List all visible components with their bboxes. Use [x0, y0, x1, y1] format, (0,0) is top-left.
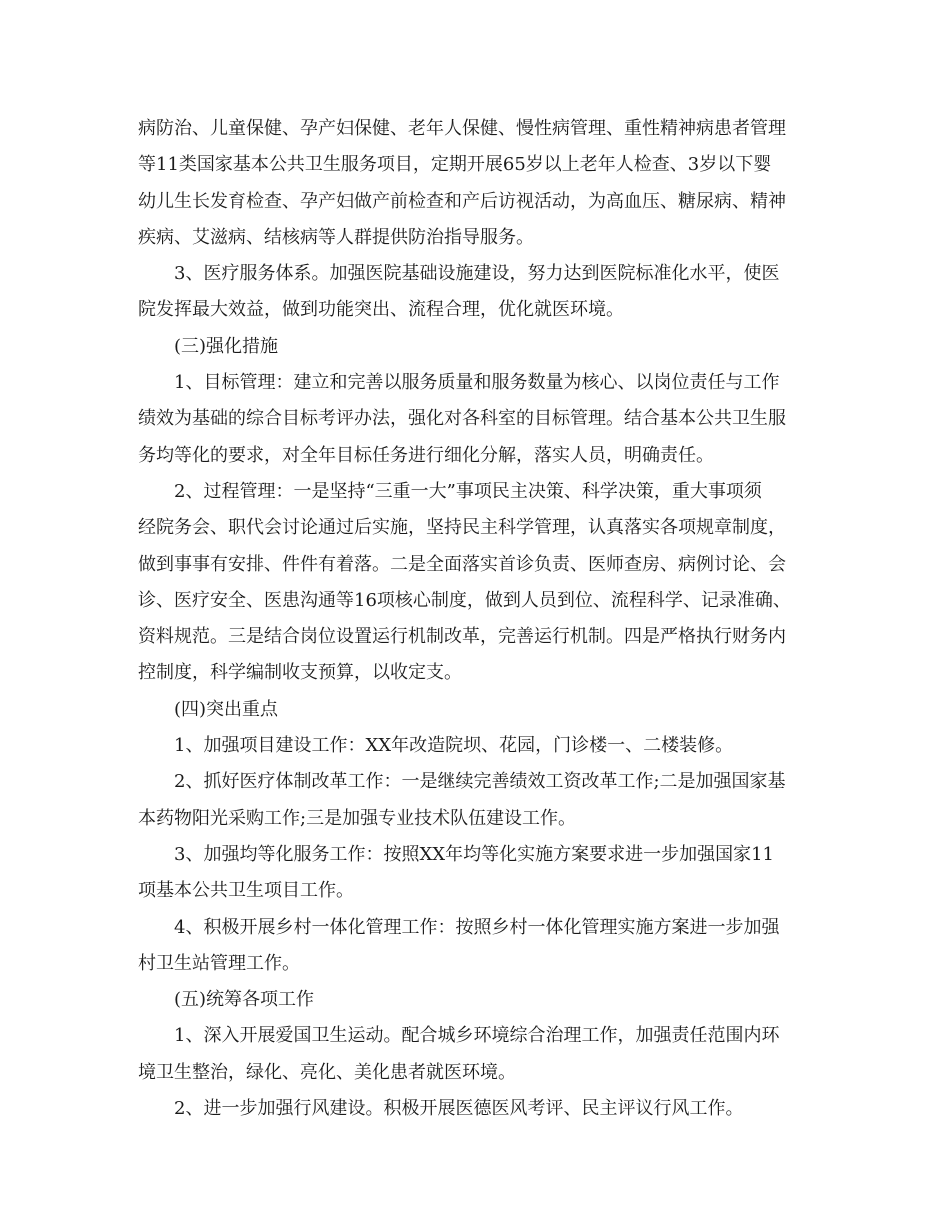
text-line: 2、过程管理：一是坚持“三重一大”事项民主决策、科学决策，重大事项须 [174, 480, 762, 502]
text-line: 幼儿生长发育检查、孕产妇做产前检查和产后访视活动，为高血压、糖尿病、精神 [138, 190, 786, 212]
text-line: 资料规范。三是结合岗位设置运行机制改革，完善运行机制。四是严格执行财务内 [138, 626, 786, 648]
text-line: 等11类国家基本公共卫生服务项目，定期开展65岁以上老年人检查、3岁以下婴 [138, 154, 772, 176]
text-line: 病防治、儿童保健、孕产妇保健、老年人保健、慢性病管理、重性精神病患者管理 [138, 118, 786, 139]
text-line: 1、加强项目建设工作：XX年改造院坝、花园，门诊楼一、二楼装修。 [174, 735, 734, 757]
text-line: 务均等化的要求，对全年目标任务进行细化分解，落实人员，明确责任。 [138, 444, 714, 466]
text-line: 绩效为基础的综合目标考评办法，强化对各科室的目标管理。结合基本公共卫生服 [138, 408, 786, 430]
text-line: 1、深入开展爱国卫生运动。配合城乡环境综合治理工作，加强责任范围内环 [174, 1025, 780, 1047]
text-line: 做到事事有安排、件件有着落。二是全面落实首诊负责、医师查房、病例讨论、会 [138, 553, 786, 575]
text-line: 村卫生站管理工作。 [138, 952, 300, 974]
section-heading: (三)强化措施 [174, 335, 279, 357]
text-line: 院发挥最大效益，做到功能突出、流程合理，优化就医环境。 [138, 299, 624, 321]
text-line: 诊、医疗安全、医患沟通等16项核心制度，做到人员到位、流程科学、记录准确、 [138, 589, 791, 611]
text-line: 经院务会、职代会讨论通过后实施，坚持民主科学管理，认真落实各项规章制度， [138, 517, 786, 539]
section-heading: (五)统筹各项工作 [174, 989, 315, 1011]
text-line: 控制度，科学编制收支预算，以收定支。 [138, 662, 462, 684]
text-line: 本药物阳光采购工作;三是加强专业技术队伍建设工作。 [138, 807, 577, 829]
text-line: 疾病、艾滋病、结核病等人群提供防治指导服务。 [138, 226, 534, 248]
text-line: 4、积极开展乡村一体化管理工作：按照乡村一体化管理实施方案进一步加强 [174, 916, 780, 938]
text-line: 2、进一步加强行风建设。积极开展医德医风考评、民主评议行风工作。 [174, 1098, 744, 1120]
text-line: 3、加强均等化服务工作：按照XX年均等化实施方案要求进一步加强国家11 [174, 843, 774, 865]
document-body [138, 114, 822, 1124]
text-line: 3、医疗服务体系。加强医院基础设施建设，努力达到医院标准化水平，使医 [174, 263, 780, 285]
section-heading: (四)突出重点 [174, 698, 279, 720]
text-line: 1、目标管理：建立和完善以服务质量和服务数量为核心、以岗位责任与工作 [174, 372, 780, 394]
text-line: 项基本公共卫生项目工作。 [138, 880, 354, 902]
text-line: 2、抓好医疗体制改革工作：一是继续完善绩效工资改革工作;二是加强国家基 [174, 771, 786, 793]
text-line: 境卫生整治，绿化、亮化、美化患者就医环境。 [138, 1061, 516, 1083]
